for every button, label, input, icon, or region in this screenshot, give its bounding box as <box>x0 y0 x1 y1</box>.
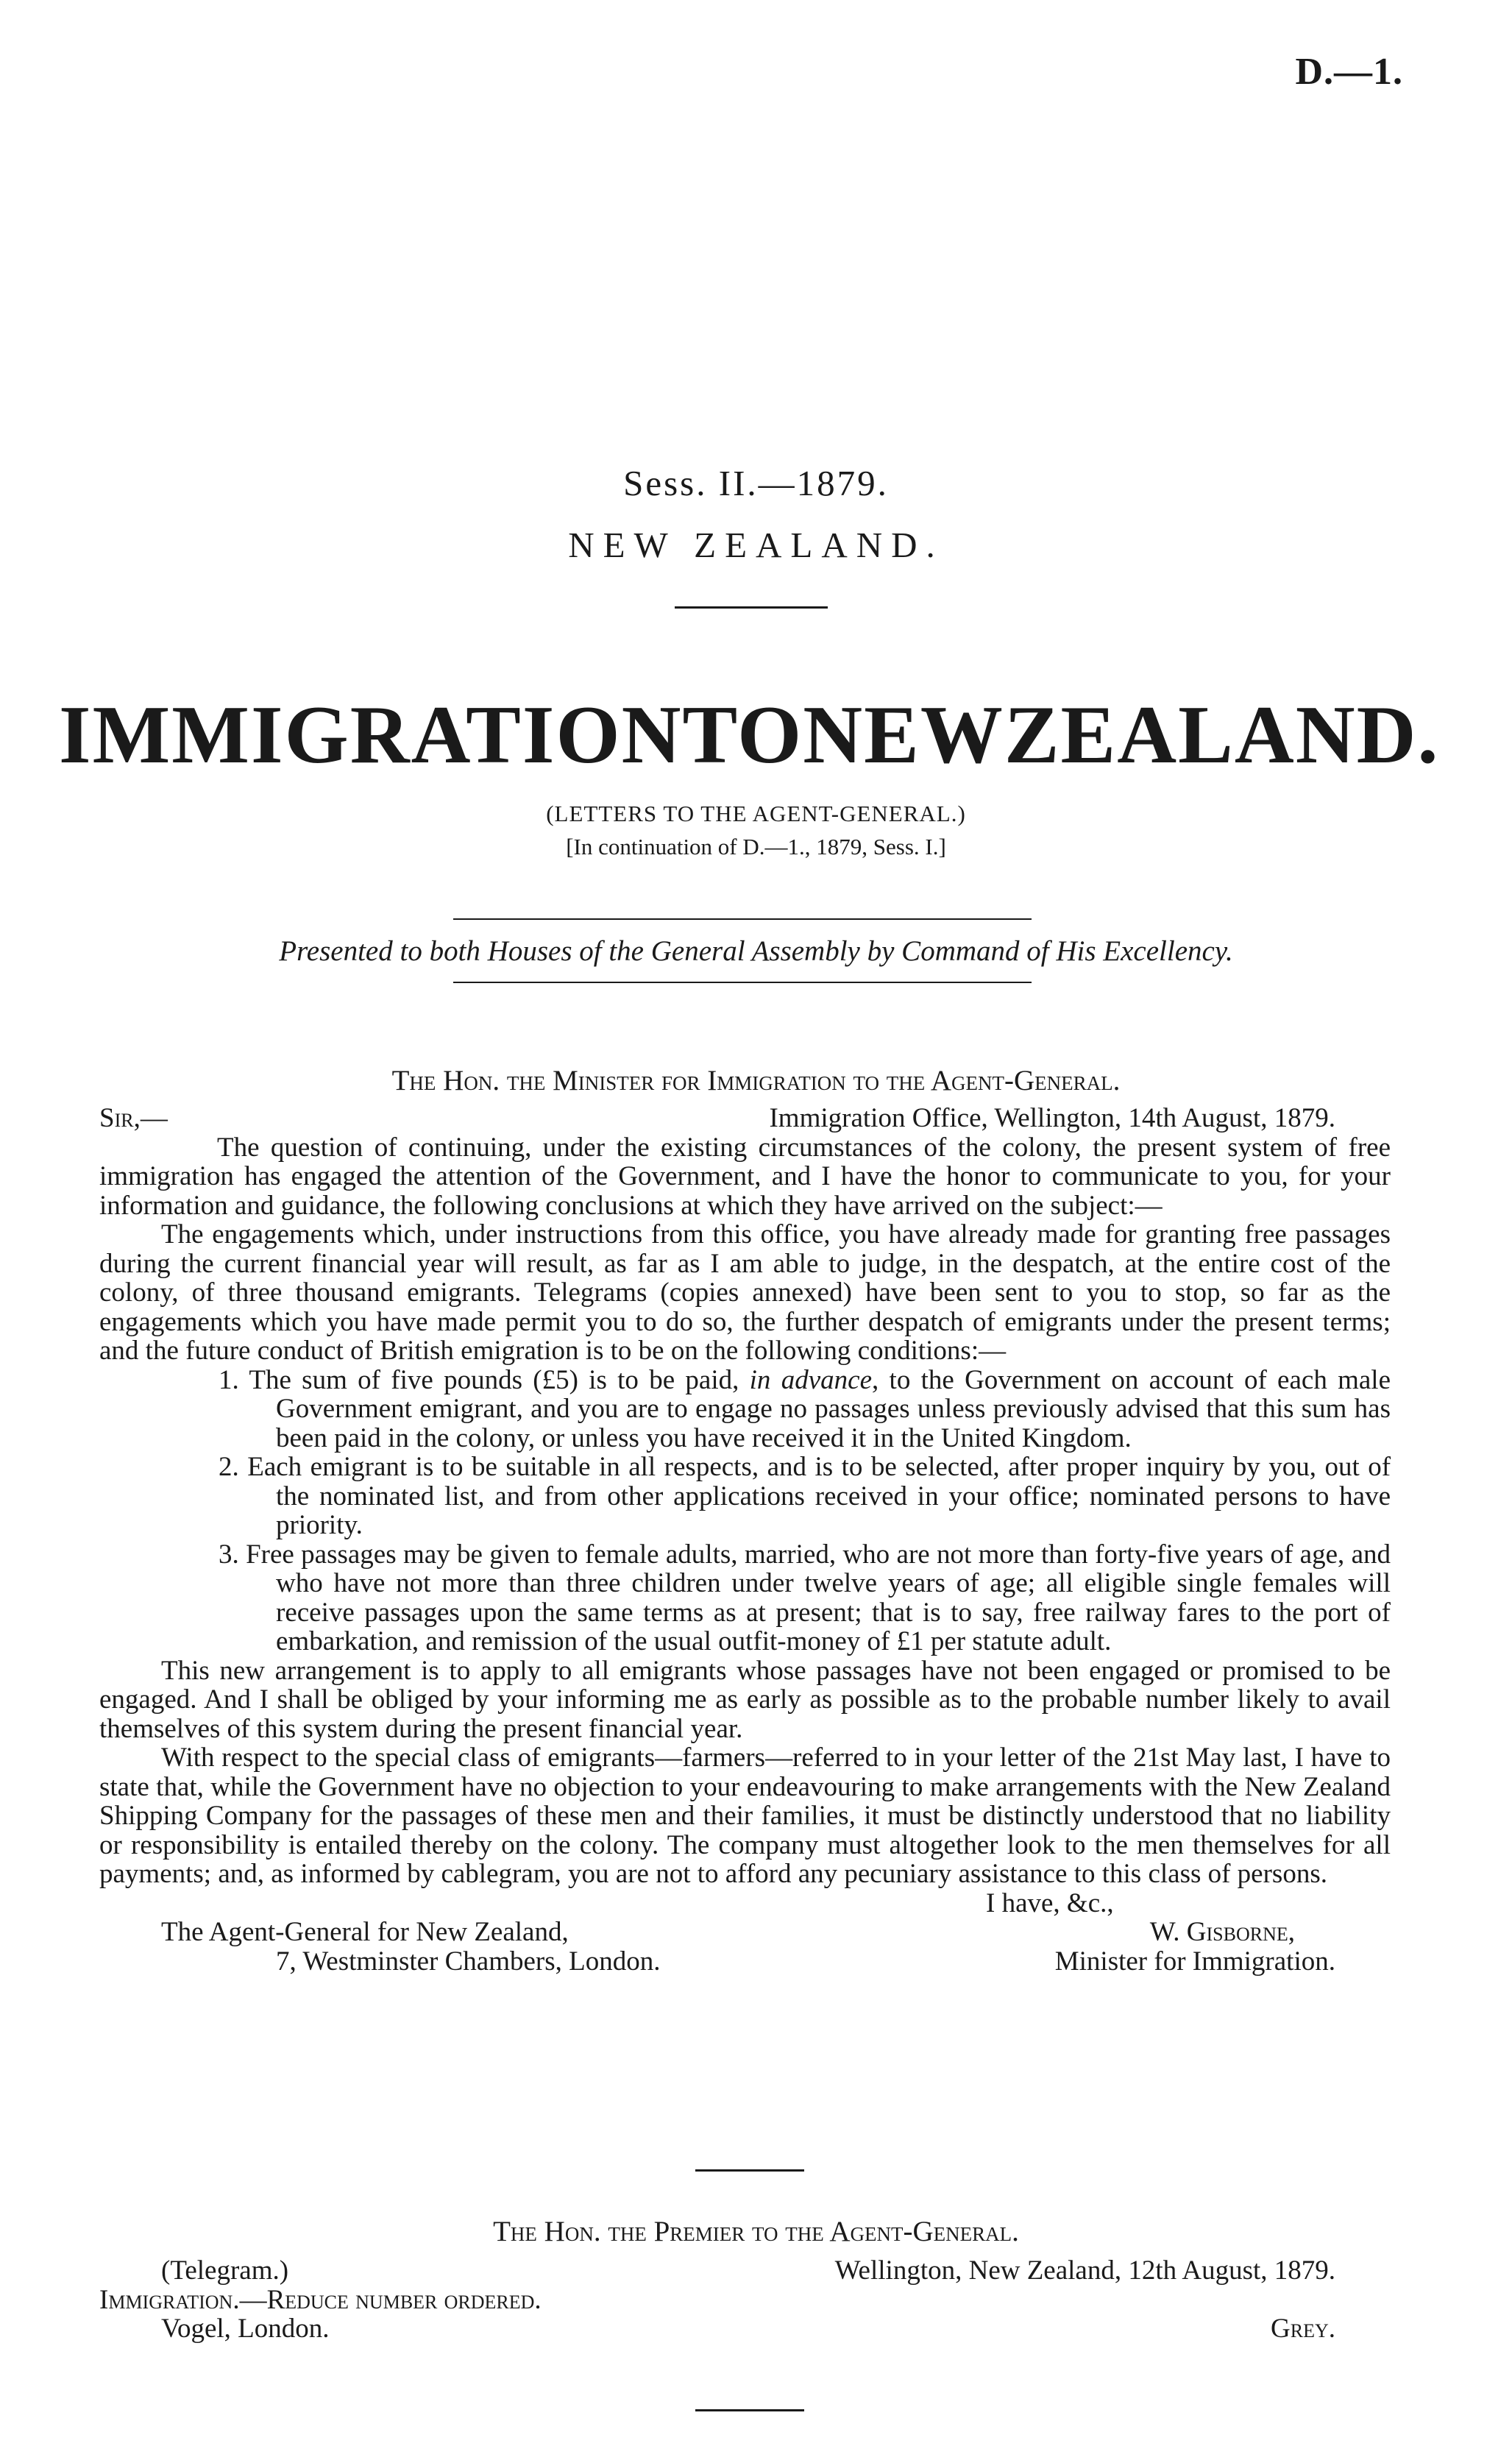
list-item <box>99 1453 1391 1540</box>
telegram-address: Vogel, London. <box>161 2314 330 2344</box>
subtitle: (LETTERS TO THE AGENT-GENERAL.) <box>546 801 966 826</box>
salutation-row <box>99 1104 1391 1133</box>
salutation: Sir,— <box>99 1103 168 1133</box>
signature-row <box>99 1918 1391 1947</box>
telegram-row <box>99 2256 1391 2286</box>
paragraph: This new arrangement is to apply to all emigrants whose passages have not been engaged or promised to be engaged. And I shall be obliged by your informing me as early as possible as to the probable number likely to avail themselves of this system during the present financial year. <box>99 1655 1391 1744</box>
list-number: 3. <box>219 1539 239 1570</box>
letter-heading: The Hon. the Minister for Immigration to the Agent-General. <box>391 1065 1121 1096</box>
document-title <box>59 688 1440 783</box>
letter-heading: The Hon. the Premier to the Agent-General. <box>493 2216 1019 2247</box>
paragraph: With respect to the special class of emigrants—farmers—referred to in your letter of the 21st May last, I have to state that, while the Government have no objection to your endeavouring to make arrangements with the New Zealand Shipping Company for the passages of these men and their families, it must be distinctly understood that no liability or responsibility is entailed thereby on the colony. The company must altogether look to the men themselves for all payments; and, as informed by cablegram, you are not to afford any pecuniary assistance to this class of persons. <box>99 1743 1391 1889</box>
list-text: Each emigrant is to be suitable in all respects, and is to be selected, after proper inquiry by you, out of the nominated list, and from other applications received in your office; nominated persons to have priority. <box>247 1452 1391 1540</box>
continuation-note: [In continuation of D.—1., 1879, Sess. I.] <box>566 834 946 859</box>
list-number: 1. <box>219 1364 239 1395</box>
place-date: Immigration Office, Wellington, 14th August, 1879. <box>769 1103 1335 1133</box>
addressee-line: The Agent-General for New Zealand, <box>161 1917 569 1947</box>
document-reference: D.—1. <box>1295 51 1403 93</box>
telegram-body <box>99 2256 1391 2344</box>
paragraph: The question of continuing, under the existing circumstances of the colony, the present system of free immigration has engaged the attention of the Government, and I have the honor to communicate to you, for your information and guidance, the following conclusions at which they have arrived on the subject:— <box>99 1132 1391 1221</box>
list-item <box>99 1540 1391 1656</box>
title-word: TO <box>682 690 803 781</box>
telegram-signature: Grey. <box>1271 2314 1335 2344</box>
list-text: , to the Government on account of each male Government emigrant, and you are to engage no passages unless previously advised that this sum has been paid in the colony, or unless you have received it in the United Kingdom. <box>276 1364 1391 1453</box>
place-date: Wellington, New Zealand, 12th August, 1879. <box>834 2255 1335 2286</box>
list-number: 2. <box>219 1452 239 1482</box>
title-word: IMMIGRATION <box>59 690 683 781</box>
paragraph: The engagements which, under instructions from this office, you have already made for granting free passages during the current financial year will result, as far as I am able to judge, in the despatch, at the entire cost of the colony, of three thousand emigrants. Telegrams (copies annexed) have been sent to you to stop, so far as the engagements which you have made permit you to do so, the further despatch of emigrants under the present terms; and the future conduct of British emigration is to be on the following conditions:— <box>99 1219 1391 1366</box>
session-line: Sess. II.—1879. <box>623 463 889 503</box>
telegram-message: Immigration.—Reduce number ordered. <box>99 2284 542 2315</box>
title-word: NEW <box>803 690 1004 781</box>
signature-name: W. Gisborne, <box>1149 1917 1295 1947</box>
list-item <box>99 1366 1391 1453</box>
letter-body <box>99 1104 1391 1976</box>
presented-line: Presented to both Houses of the General Assembly by Command of His Excellency. <box>279 935 1233 967</box>
divider <box>453 982 1032 983</box>
divider <box>695 2409 804 2411</box>
divider <box>453 918 1032 920</box>
divider <box>675 606 828 609</box>
closing: I have, &c., <box>986 1887 1114 1918</box>
signature-row <box>99 1947 1391 1977</box>
divider <box>695 2169 804 2172</box>
telegram-label: (Telegram.) <box>161 2255 289 2286</box>
list-text: Free passages may be given to female adults, married, who are not more than forty-five years of age, and who have not more than three children under twelve years of age; all eligible single females will receive passages upon the same terms as at present; that is to say, free railway fares to the port of embarkation, and remission of the usual outfit-money of £1 per statute adult. <box>246 1539 1391 1656</box>
country-line: NEW ZEALAND. <box>568 525 944 565</box>
signature-title: Minister for Immigration. <box>1054 1946 1335 1977</box>
title-word: ZEALAND. <box>1004 690 1440 781</box>
addressee-line: 7, Westminster Chambers, London. <box>276 1946 661 1977</box>
list-text: The sum of five pounds (£5) is to be paid, <box>249 1364 750 1395</box>
telegram-row <box>99 2314 1391 2344</box>
list-text-italic: in advance <box>749 1364 872 1395</box>
